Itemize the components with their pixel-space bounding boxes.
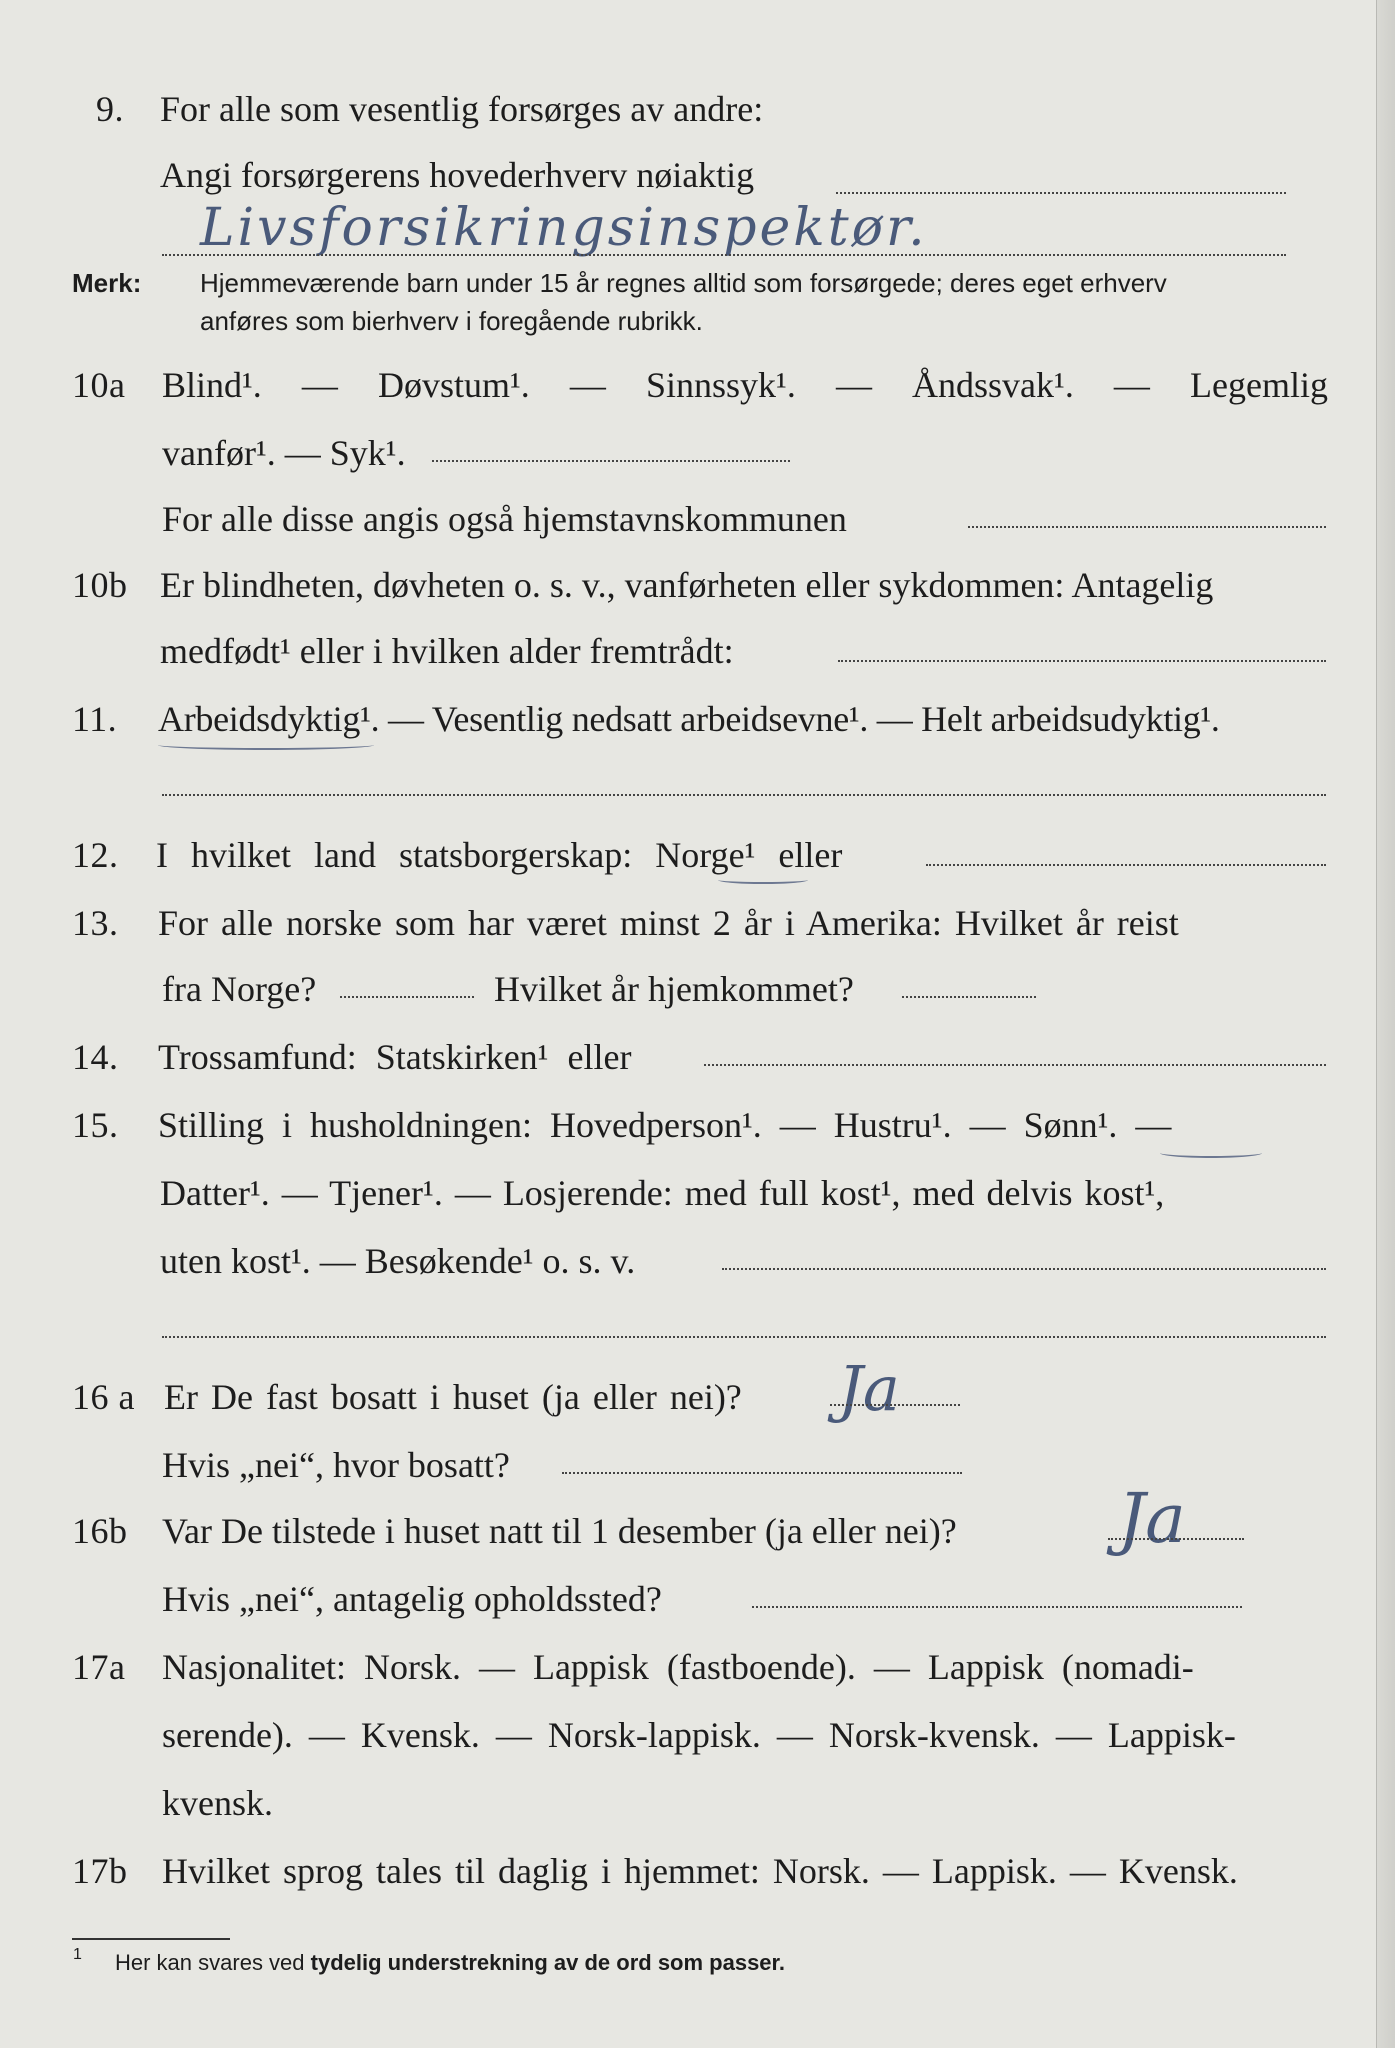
- option-dovstum[interactable]: Døvstum¹.: [378, 365, 530, 405]
- dash: —: [835, 365, 872, 405]
- question-text: Stilling i husholdningen: Hovedperson¹. — Hustru¹. — Sønn¹. —: [158, 1105, 1172, 1145]
- note-label: Merk:: [72, 268, 142, 298]
- question-number: 12.: [72, 835, 119, 875]
- answer-line[interactable]: [722, 1268, 1326, 1270]
- question-text: uten kost¹. — Besøkende¹ o. s. v.: [160, 1241, 636, 1281]
- answer-line[interactable]: [162, 254, 1286, 256]
- answer-line[interactable]: [340, 996, 474, 998]
- question-number: 17b: [72, 1851, 128, 1891]
- question-text: Hvilket år hjemkommet?: [494, 969, 854, 1009]
- question-number: 9.: [96, 89, 124, 129]
- dash: —: [569, 365, 606, 405]
- question-text: Var De tilstede i huset natt til 1 desember (ja eller nei)?: [162, 1511, 957, 1551]
- question-text: Nasjonalitet: Norsk. — Lappisk (fastboende). — Lappisk (nomadi-: [162, 1647, 1194, 1687]
- option-sinnssyk[interactable]: Sinnssyk¹.: [646, 365, 796, 405]
- footnote-text-bold: tydelig understrekning av de ord som passer.: [310, 1950, 786, 1975]
- footnote-text: Her kan svares ved: [115, 1950, 311, 1975]
- handwritten-answer: Livsforsikringsinspektør.: [200, 198, 928, 258]
- handwritten-answer: Ja: [1118, 1480, 1186, 1559]
- dash: —: [301, 365, 338, 405]
- question-text: Er blindheten, døvheten o. s. v., vanførheten eller sykdommen: Antagelig: [160, 565, 1214, 605]
- answer-line[interactable]: [902, 996, 1036, 998]
- question-text: vanfør¹. — Syk¹.: [162, 433, 406, 473]
- question-text: Arbeidsdyktig¹. — Vesentlig nedsatt arbeidsevne¹. — Helt arbeidsudyktig¹.: [158, 699, 1220, 739]
- question-text: Datter¹. — Tjener¹. — Losjerende: med full kost¹, med delvis kost¹,: [160, 1173, 1165, 1213]
- question-number: 17a: [72, 1647, 126, 1687]
- handwritten-underline: [1160, 1148, 1262, 1158]
- question-options: [162, 364, 1328, 406]
- question-number: 13.: [72, 903, 119, 943]
- answer-line[interactable]: [704, 1064, 1326, 1066]
- handwritten-underline: [718, 876, 808, 884]
- question-number: 10a: [72, 365, 126, 405]
- question-text: medfødt¹ eller i hvilken alder fremtrådt:: [160, 631, 734, 671]
- answer-line[interactable]: [752, 1606, 1242, 1608]
- answer-line[interactable]: [968, 526, 1326, 528]
- question-number: 14.: [72, 1037, 119, 1077]
- page-edge: [1376, 0, 1395, 2048]
- footnote: [73, 1946, 786, 1976]
- question-text: For alle som vesentlig forsørges av andre:: [160, 89, 764, 129]
- question-text: For alle norske som har været minst 2 år i Amerika: Hvilket år reist: [158, 903, 1179, 943]
- answer-line[interactable]: [162, 794, 1326, 796]
- question-number: 15.: [72, 1105, 119, 1145]
- answer-line[interactable]: [926, 864, 1326, 866]
- answer-line[interactable]: [836, 192, 1286, 194]
- note-text: anføres som bierhverv i foregående rubrikk.: [200, 306, 703, 336]
- answer-line[interactable]: [838, 660, 1326, 662]
- question-text: serende). — Kvensk. — Norsk-lappisk. — Norsk-kvensk. — Lappisk-: [162, 1715, 1236, 1755]
- answer-line[interactable]: [830, 1404, 960, 1406]
- answer-line[interactable]: [432, 460, 790, 462]
- question-number: 16b: [72, 1511, 128, 1551]
- question-number: 10b: [72, 565, 128, 605]
- question-text: Angi forsørgerens hovederhverv nøiaktig: [160, 155, 755, 195]
- option-andssvak[interactable]: Åndssvak¹.: [912, 365, 1074, 405]
- question-text: fra Norge?: [162, 969, 317, 1009]
- question-text: Hvis „nei“, antagelig opholdssted?: [162, 1579, 662, 1619]
- question-text: I hvilket land statsborgerskap: Norge¹ eller: [156, 835, 843, 875]
- question-text: Trossamfund: Statskirken¹ eller: [158, 1037, 632, 1077]
- question-number: 16 a: [72, 1377, 135, 1417]
- footnote-rule: [72, 1938, 230, 1940]
- answer-line[interactable]: [1108, 1538, 1244, 1540]
- question-number: 11.: [72, 699, 118, 739]
- option-blind[interactable]: Blind¹.: [162, 365, 262, 405]
- question-text: kvensk.: [162, 1783, 273, 1823]
- question-text: Hvilket sprog tales til daglig i hjemmet: Norsk. — Lappisk. — Kvensk.: [162, 1851, 1238, 1891]
- handwritten-underline: [158, 740, 374, 750]
- answer-line[interactable]: [162, 1336, 1326, 1338]
- option-legemlig[interactable]: Legemlig: [1190, 365, 1328, 405]
- answer-line[interactable]: [562, 1472, 962, 1474]
- question-text: Er De fast bosatt i huset (ja eller nei)?: [164, 1377, 742, 1417]
- handwritten-answer: Ja: [838, 1352, 900, 1425]
- question-text: Hvis „nei“, hvor bosatt?: [162, 1445, 510, 1485]
- note-text: Hjemmeværende barn under 15 år regnes alltid som forsørgede; deres eget erhverv: [200, 268, 1167, 298]
- dash: —: [1113, 365, 1150, 405]
- footnote-number: 1: [73, 1946, 82, 1963]
- question-text: For alle disse angis også hjemstavnskommunen: [162, 499, 847, 539]
